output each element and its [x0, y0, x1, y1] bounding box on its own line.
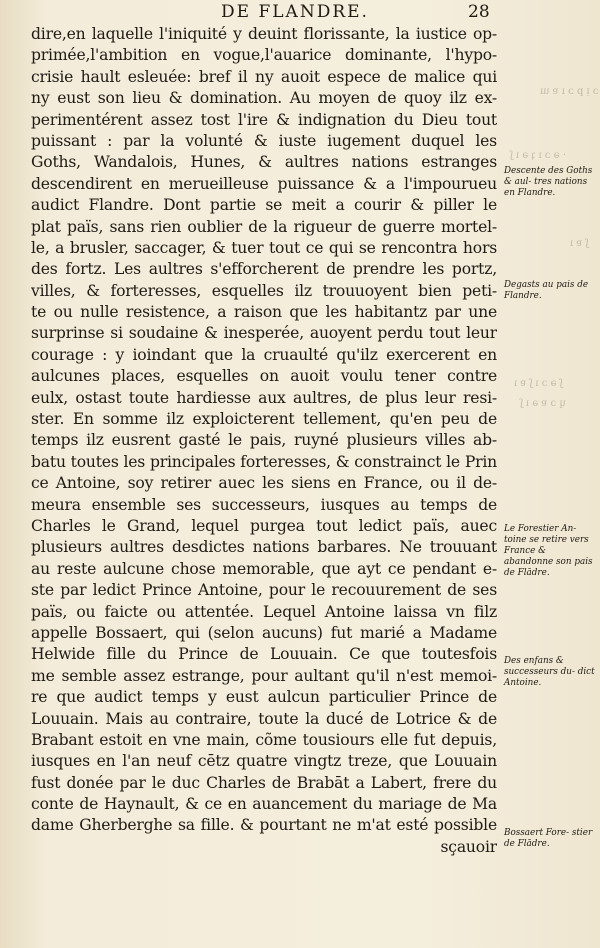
text-line: courage : y ioindant que la cruaulté qu'ilz exercerent en — [31, 345, 497, 364]
text-line: perimentérent assez tost l'ire & indignation du Dieu tout — [31, 110, 497, 129]
body-text — [31, 24, 497, 858]
text-line: te ou nulle resistence, a raison que les habitantz par une — [31, 303, 497, 322]
text-line: plat païs, sans rien oublier de la rigueur de guerre mortel- — [31, 217, 497, 236]
marginal-note: Degasts au pais de Flandre. — [504, 280, 589, 301]
text-line: le, a brusler, saccager, & tuer tout ce qui se rencontra hors — [31, 238, 497, 257]
show-through-mark: ɔ ᴉ p ɔ ı ɐ ɯ — [540, 86, 599, 97]
show-through-mark: ʃ ɐ ı — [570, 238, 589, 249]
text-line: temps ilz eusrent gasté le pais, ruyné plusieurs villes ab- — [31, 431, 497, 450]
text-line: re que audict temps y eust aulcun particulier Prince de — [31, 688, 497, 707]
text-line: plusieurs aultres desdictes nations barbares. Ne trouuant — [31, 538, 497, 557]
show-through-mark: ʃ ǝ ɔ ı ʃ ɐ ı — [514, 378, 563, 389]
text-line: conte de Haynault, & ce en auancement du mariage de Ma — [31, 795, 497, 814]
text-line: dire,en laquelle l'iniquité y deuint florissante, la iustice op- — [31, 25, 497, 43]
text-line: iusques en l'an neuf cētz quatre vingtz treze, que Louuain — [31, 752, 497, 771]
page-number: 28 — [468, 2, 490, 22]
text-line: eulx, ostast toute hardiesse aux aultres, de plus leur resi- — [31, 388, 497, 407]
text-line: puissant : par la volunté & iuste iugement duquel les — [31, 131, 497, 150]
marginal-note: Des enfans & successeurs du- dict Antoine. — [504, 656, 595, 688]
text-line: des fortz. Les aultres s'efforcherent de prendre les portz, — [31, 260, 497, 279]
text-line: appelle Bossaert, qui (selon aucuns) fut marié a Madame — [31, 623, 497, 642]
text-line: audict Flandre. Dont partie se meit a courir & piller le — [31, 196, 497, 215]
text-line: meura ensemble ses successeurs, iusques au temps de — [31, 495, 497, 514]
text-line: villes, & forteresses, esquelles ilz trouuoyent bien peti- — [31, 281, 497, 300]
text-line: dame Gherberghe sa fille. & pourtant ne m'at esté possible — [31, 816, 497, 835]
text-line: surprinse si soudaine & inesperée, auoyent perdu tout leur — [31, 324, 497, 343]
text-line: Goths, Wandalois, Hunes, & aultres nations estranges — [31, 153, 497, 172]
text-line: Louuain. Mais au contraire, toute la ducé de Lotrice & de — [31, 709, 497, 728]
text-line: païs, ou faicte ou attentée. Lequel Antoine laissa vn filz — [31, 602, 497, 621]
text-line: batu toutes les principales forteresses, & constrainct le Prin — [31, 452, 497, 471]
show-through-mark: ɥ ɔ ɐ ǝ ı ʃ — [520, 398, 566, 409]
text-line: me semble assez estrange, pour aultant qu'il n'est memoi- — [31, 666, 497, 685]
text-line: ste par ledict Prince Antoine, pour le recouurement de ses — [31, 581, 497, 600]
text-line: descendirent en merueilleuse puissance & a l'impourueu — [31, 174, 497, 193]
catchword: sçauoir — [440, 837, 497, 856]
text-line: ny eust son lieu & domination. Au moyen de quoy ilz ex- — [31, 89, 497, 108]
marginal-note: Le Forestier An- toine se retire vers France & abandonne son pais de Flādre. — [504, 524, 593, 578]
text-line: ster. En somme ilz exploicterent tellement, qu'en peu de — [31, 410, 497, 429]
text-line: primée,l'ambition en vogue,l'auarice dominante, l'hypo- — [31, 46, 497, 65]
text-line: ce Antoine, soy retirer auec les siens en France, ou il de- — [31, 474, 497, 493]
marginal-note: Descente des Goths & aul- tres nations en Flandre. — [504, 166, 593, 198]
margin-notes — [500, 0, 600, 948]
text-line: au reste aulcune chose memorable, que ayt ce pendant e- — [31, 559, 497, 578]
text-line: Brabant estoit en vne main, cõme tousiours elle fut depuis, — [31, 730, 497, 749]
text-line: fust donée par le duc Charles de Brabāt a Labert, frere du — [31, 773, 497, 792]
text-line: aulcunes places, esquelles on auoit voulu tener contre — [31, 367, 497, 386]
text-line: Helwide fille du Prince de Louuain. Ce que toutesfois — [31, 645, 497, 664]
show-through-mark: · ǝ ɔ ı ʇ ǝ ı ʃ — [510, 150, 566, 161]
marginal-note: Bossaert Fore- stier de Flādre. — [504, 828, 593, 849]
text-line: crisie hault esleuée: bref il ny auoit espece de malice qui — [31, 67, 497, 86]
running-title: DE FLANDRE. — [221, 2, 369, 22]
text-line: Charles le Grand, lequel purgea tout ledict païs, auec — [31, 516, 497, 535]
